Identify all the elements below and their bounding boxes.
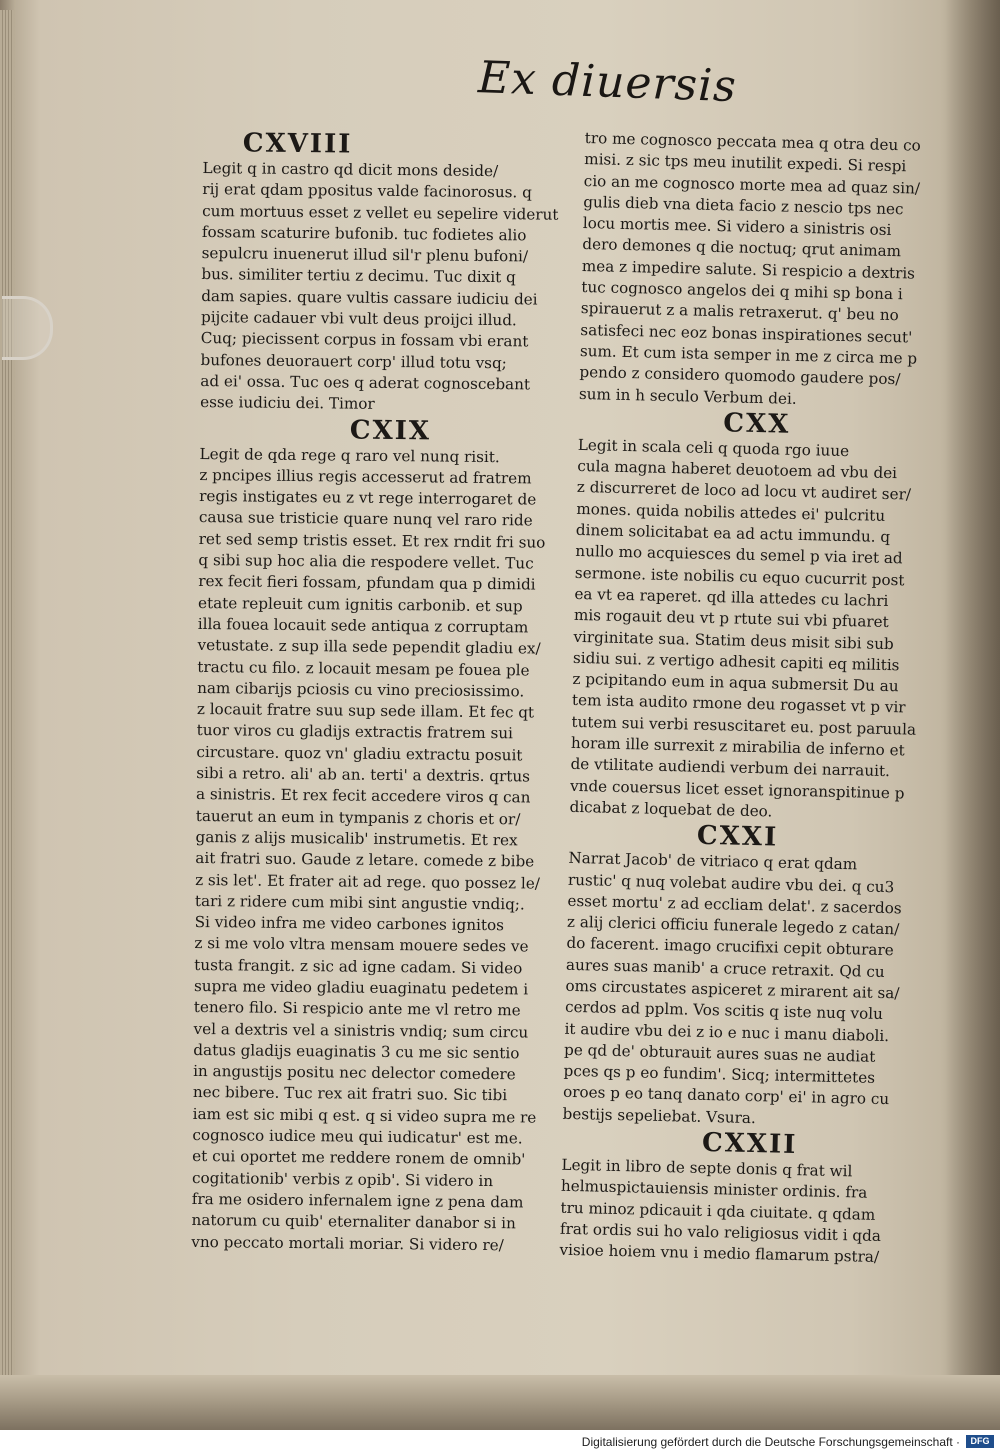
left-text-column	[191, 128, 571, 1257]
page-stack-edge	[0, 10, 14, 1410]
text-line: Narrat Jacob' de vitriaco q erat qdam	[568, 849, 858, 874]
text-line: q sibi sup hoc alia die respodere vellet. Tuc	[198, 551, 534, 573]
text-line: cula magna haberet deuotoem ad vbu dei	[577, 457, 898, 483]
text-line: bestijs sepeliebat. Vsura.	[562, 1104, 757, 1127]
text-line: Cuq; piecissent corpus in fossam vbi erant	[200, 329, 529, 351]
text-line: spirauerut z a malis retraxerut. q' beu no	[580, 299, 899, 325]
text-line: tari z ridere cum mibi sint angustie vndiq;.	[194, 891, 525, 914]
spine-shadow	[945, 0, 1000, 1430]
text-line: illa fouea locauit sede antiqua z corruptam	[197, 614, 529, 637]
text-line: esse iudiciu dei. Timor	[200, 393, 375, 414]
text-line: pe qd de' obturauit aures suas ne audiat	[563, 1040, 876, 1066]
text-line: sibi a retro. ali' ab an. terti' a dextris. qrtus	[196, 763, 531, 786]
text-line: in angustijs positu nec delector comedere	[193, 1062, 516, 1084]
text-line: tru minoz pdicauit i qda ciuitate. q qdam	[560, 1198, 876, 1224]
text-line: Legit q in castro qd dicit mons deside/	[202, 158, 499, 181]
text-line: ad ei' ossa. Tuc oes q aderat cognoscebant	[200, 371, 531, 394]
text-line: oroes p eo tanq danato corp' ei' in agro cu	[562, 1083, 890, 1109]
text-line: de vtilitate audiendi verbum dei narrauit.	[570, 755, 891, 781]
chapter-heading: CXX	[723, 408, 791, 440]
text-line: sidiu sui. z vertigo adhesit capiti eq militis	[572, 648, 900, 675]
text-line: tuc cognosco angelos dei q mihi sp bona i	[581, 278, 903, 304]
text-line: tractu cu filo. z locauit mesam pe fouea ple	[197, 657, 530, 679]
text-line: z pncipes illius regis accesserut ad fratrem	[199, 465, 532, 488]
clasp-icon	[2, 296, 53, 360]
text-line: dicabat z loquebat de deo.	[569, 797, 773, 821]
text-line: visioe hoiem vnu i medio flamarum pstra/	[559, 1240, 880, 1267]
text-line: frat ordis sui ho valo religiosus vidit i qda	[559, 1219, 882, 1245]
text-line: do facerent. imago crucifixi cepit obturare	[566, 934, 894, 960]
text-line: ea vt ea raperet. qd illa attedes cu lachri	[574, 584, 889, 610]
text-line: sepulcru inuenerut illud sil'r plenu bufoni/	[201, 244, 529, 266]
text-line: z locauit fratre suu sup sede illam. Et fec qt	[196, 700, 535, 722]
text-line: nam cibarijs pciosis cu vino preciosissimo.	[197, 678, 525, 701]
text-line: rex fecit fieri fossam, pfundam qua p dimidi	[198, 572, 536, 594]
text-line: rij erat qdam ppositus valde facinorosus. q	[202, 180, 532, 202]
text-line: pijcite cadauer vbi vult deus proijci illud.	[200, 308, 517, 330]
text-line: helmuspictauiensis minister ordinis. fra	[560, 1177, 868, 1203]
text-line: sum. Et cum ista semper in me z circa me p	[579, 341, 918, 368]
text-line: cogitationib' verbis z opib'. Si videro in	[191, 1168, 494, 1190]
text-line: bufones deuorauert corp' illud totu vsq;	[200, 350, 507, 372]
text-line: cognosco iudice meu qui iudicatur' est me.	[192, 1126, 523, 1148]
chapter-heading: CXVIII	[242, 128, 353, 160]
text-line: mones. quida nobilis attedes ei' pulcritu	[576, 499, 886, 525]
text-line: tem ista audito rmone deu rogasset vt p vir	[571, 691, 906, 717]
digitization-footer	[0, 1430, 1000, 1454]
text-line: dinem solicitabat ea ad actu immundu. q	[575, 520, 891, 547]
text-line: tauerut an eum in tympanis z choris et or/	[195, 806, 521, 828]
chapter-heading: CXXI	[696, 820, 779, 853]
text-line: sermone. iste nobilis cu equo cucurrit post	[574, 563, 905, 590]
text-line: z sis let'. Et frater ait ad rege. quo possez le/	[195, 870, 541, 893]
text-line: mis rogauit deu vt p rtute sui vbi pfuaret	[573, 606, 889, 632]
funding-credit: Digitalisierung gefördert durch die Deutsche Forschungsgemeinschaft ·	[581, 1435, 960, 1449]
text-line: bus. similiter tertiu z decimu. Tuc dixit q	[201, 265, 516, 287]
text-line: gulis dieb vna dieta facio z nescio tps nec	[583, 192, 904, 219]
text-line: fra me osidero infernalem igne z pena dam	[191, 1189, 524, 1212]
chapter-heading: CXIX	[349, 415, 432, 446]
text-line: virginitate sua. Statim deus misit sibi sub	[573, 627, 894, 653]
running-title: Ex diuersis	[477, 52, 738, 113]
text-line: ret sed semp tristis esset. Et rex rndit fri suo	[198, 529, 546, 552]
text-line: nullo mo acquiesces du semel p via iret ad	[575, 542, 903, 568]
text-line: rustic' q nuq volebat audire vbu dei. q cu3	[567, 870, 895, 896]
text-line: natorum cu quib' eternaliter danabor si in	[191, 1211, 516, 1233]
text-line: oms circustates aspiceret z mirarent ait sa/	[565, 976, 900, 1003]
text-line: tutem sui verbi resuscitaret eu. post paruula	[571, 712, 917, 739]
text-line: Si video infra me video carbones ignitos	[194, 913, 505, 935]
text-line: supra me video gladiu euaginatu pedetem i	[193, 976, 529, 999]
text-line: vno peccato mortali moriar. Si videro re/	[191, 1232, 504, 1254]
text-line: et cui oportet me reddere ronem de omnib'	[192, 1147, 526, 1169]
text-line: regis instigates eu z vt rege interrogaret de	[199, 487, 537, 509]
text-line: a sinistris. Et rex fecit accedere viros q can	[195, 785, 531, 807]
text-line: Legit in scala celi q quoda rgo iuue	[577, 435, 850, 460]
text-line: tuor viros cu gladijs extractis fratrem sui	[196, 721, 514, 743]
text-line: z si me volo vltra mensam mouere sedes ve	[194, 934, 529, 956]
text-line: iam est sic mibi q est. q si video supra me re	[192, 1104, 537, 1127]
text-line: z pcipitando eum in aqua submersit Du au	[572, 669, 899, 696]
text-line: tusta frangit. z sic ad igne cadam. Si video	[194, 955, 523, 978]
text-line: fossam scaturire bufonib. tuc fodietes alio	[201, 222, 527, 245]
text-line: dero demones q die noctuq; qrut animam	[582, 235, 902, 261]
text-line: tro me cognosco peccata mea q otra deu co	[584, 128, 921, 155]
text-line: it audire vbu dei z io e nuc i manu diaboli.	[564, 1019, 890, 1045]
text-line: z discurreret de loco ad locu vt audiret ser/	[576, 478, 912, 504]
right-text-column	[559, 128, 937, 1269]
text-line: etate repleuit cum ignitis carbonib. et sup	[197, 593, 523, 616]
text-line: Legit in libro de septe donis q frat wil	[561, 1155, 853, 1181]
text-line: vetustate. z sup illa sede pependit gladiu ex/	[197, 636, 541, 658]
text-line: ganis z alijs musicalib' instrumetis. Et rex	[195, 827, 518, 850]
text-line: nec bibere. Tuc rex ait fratri suo. Sic tibi	[192, 1083, 508, 1105]
text-line: vnde couersus licet esset ignoranspitinue p	[569, 776, 905, 803]
text-line: locu mortis mee. Si videro a sinistris osi	[582, 214, 892, 240]
text-line: satisfeci nec eoz bonas inspirationes secut'	[580, 320, 913, 347]
text-line: datus gladijs euaginatis 3 cu me sic sentio	[193, 1040, 520, 1063]
text-line: causa sue tristicie quare nunq vel raro ride	[198, 508, 533, 530]
text-line: cio an me cognosco morte mea ad quaz sin/	[583, 171, 921, 198]
dfg-logo: DFG	[966, 1435, 994, 1448]
text-line: aures suas manib' a cruce retraxit. Qd cu	[565, 955, 885, 981]
text-line: pendo z considero quomodo gaudere pos/	[579, 363, 901, 389]
text-line: z alij clerici officiu funerale legedo z catan/	[566, 912, 900, 939]
text-line: misi. z sic tps meu inutilit expedi. Si respi	[584, 150, 907, 176]
text-line: dam sapies. quare vultis cassare iudiciu dei	[201, 286, 538, 309]
text-line: cum mortuus esset z vellet eu sepelire viderut	[202, 201, 559, 224]
text-line: mea z impedire salute. Si respicio a dextris	[581, 256, 916, 283]
text-line: vel a dextris vel a sinistris vndiq; sum circu	[193, 1019, 529, 1042]
text-line: cerdos ad pplm. Vos scitis q iste nuq volu	[564, 998, 884, 1024]
text-line: sum in h seculo Verbum dei.	[578, 384, 797, 408]
text-line: tenero filo. Si respicio ante me vl retro me	[193, 998, 521, 1020]
page-bottom-edge	[0, 1375, 1000, 1430]
text-line: pces qs p eo fundim'. Sicq; intermittetes	[563, 1061, 876, 1087]
text-line: horam ille surrexit z mirabilia de inferno et	[570, 733, 905, 760]
chapter-heading: CXXII	[701, 1127, 798, 1161]
text-line: esset mortu' z ad eccliam delat'. z sacerdos	[567, 891, 902, 918]
text-line: circustare. quoz vn' gladiu extractu posuit	[196, 742, 523, 765]
text-line: Legit de qda rege q raro vel nunq risit.	[199, 444, 500, 466]
text-line: ait fratri suo. Gaude z letare. comede z bibe	[195, 849, 535, 871]
